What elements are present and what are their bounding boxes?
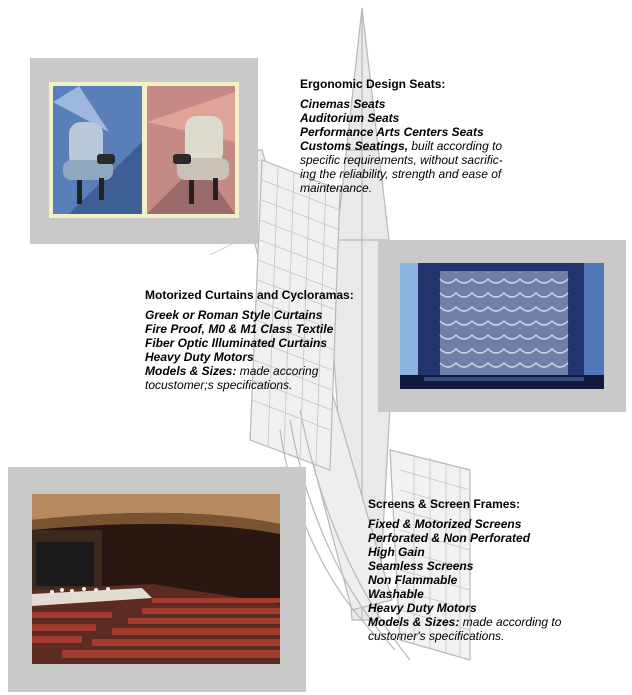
seats-custom-text: specific requirements, without sacrific- [300, 153, 503, 167]
curtains-models-line [145, 364, 333, 378]
curtains-item: Heavy Duty Motors [145, 350, 254, 364]
seats-custom-text: maintenance. [300, 181, 373, 195]
seats-custom-text: ing the reliability, strength and ease of [300, 167, 502, 181]
screens-models-line [368, 615, 561, 629]
seats-custom-text: built according to [408, 139, 503, 153]
seats-item: Auditorium Seats [300, 111, 400, 125]
curtains-items [145, 308, 333, 392]
screens-item: Perforated & Non Perforated [368, 531, 531, 545]
curtains-item: Greek or Roman Style Curtains [145, 308, 323, 322]
seats-photo [49, 82, 239, 218]
curtains-models-text: tocustomer;s specifications. [145, 378, 293, 392]
seats-custom-line [300, 139, 503, 153]
screens-item: Washable [368, 587, 424, 601]
screens-item: Seamless Screens [368, 559, 474, 573]
curtains-title: Motorized Curtains and Cycloramas: [145, 288, 354, 302]
seats-item: Performance Arts Centers Seats [300, 125, 484, 139]
curtains-item: Fiber Optic Illuminated Curtains [145, 336, 328, 350]
curtains-models-text: made accoring [236, 364, 319, 378]
seats-title: Ergonomic Design Seats: [300, 77, 446, 91]
seats-items [300, 97, 503, 195]
auditorium-photo [32, 494, 280, 664]
seats-custom-label: Customs Seatings, [300, 139, 409, 153]
screens-items [368, 517, 561, 643]
screens-title: Screens & Screen Frames: [368, 497, 521, 511]
screens-item: High Gain [368, 545, 425, 559]
screens-item: Heavy Duty Motors [368, 601, 477, 615]
screens-item: Fixed & Motorized Screens [368, 517, 522, 531]
screens-models-text: customer's specifications. [368, 629, 505, 643]
curtains-photo [400, 263, 604, 389]
seats-item: Cinemas Seats [300, 97, 386, 111]
curtains-item: Fire Proof, M0 & M1 Class Textile [145, 322, 334, 336]
screens-models-label: Models & Sizes: [368, 615, 460, 629]
screens-models-text: made according to [459, 615, 562, 629]
curtains-models-label: Models & Sizes: [145, 364, 237, 378]
screens-item: Non Flammable [368, 573, 458, 587]
